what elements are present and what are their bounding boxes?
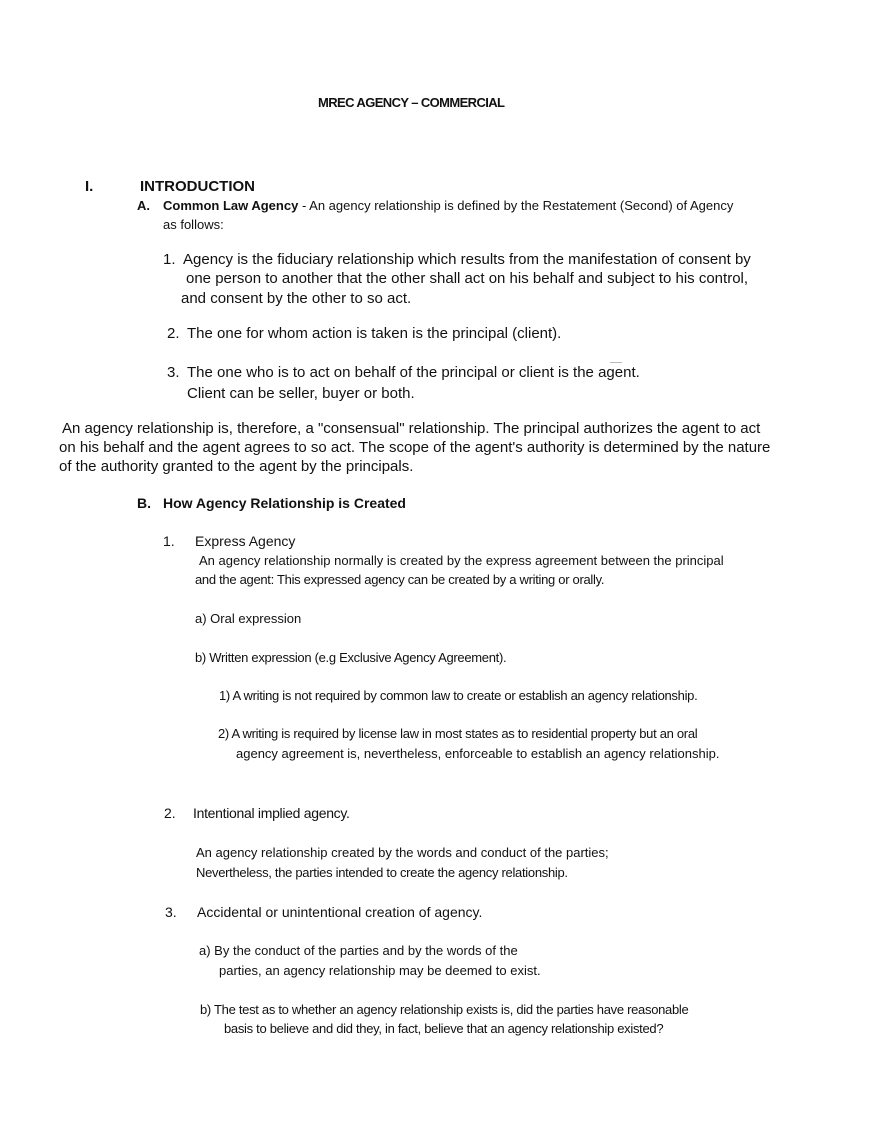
sub-item-text: agency agreement is, nevertheless, enforceable to establish an agency relationship. [236,746,720,761]
sub-item-text: 1) A writing is not required by common law to create or establish an agency relationship. [219,688,698,703]
list-item-text: Nevertheless, the parties intended to create the agency relationship. [196,865,568,880]
subsection-intro [163,198,733,214]
list-item-heading: Accidental or unintentional creation of agency. [197,904,483,920]
list-item-number: 2. [167,325,180,342]
list-item-heading: Intentional implied agency. [193,805,350,821]
list-item-text: The one who is to act on behalf of the principal or client is the agent. [187,364,640,381]
list-item-text: one person to another that the other shall act on his behalf and subject to his control, [186,270,749,287]
subsection-intro-text: - An agency relationship is defined by the Restatement (Second) of Agency [298,198,734,213]
sub-item-text: a) Oral expression [195,611,302,626]
list-item-number: 1. [163,251,176,268]
subsection-heading: How Agency Relationship is Created [163,495,406,511]
list-item-text: and the agent: This expressed agency can be created by a writing or orally. [195,572,605,587]
document-title: MREC AGENCY – COMMERCIAL [318,95,505,110]
sub-item-text: parties, an agency relationship may be deemed to exist. [219,963,541,978]
sub-item-text: b) The test as to whether an agency relationship exists is, did the parties have reasonable [200,1002,689,1017]
sub-item-text: b) Written expression (e.g Exclusive Agency Agreement). [195,650,507,665]
scan-artifact [610,362,622,363]
sub-item-text: basis to believe and did they, in fact, believe that an agency relationship existed? [224,1021,664,1036]
sub-item-text: a) By the conduct of the parties and by the words of the [199,943,518,958]
subsection-heading: Common Law Agency [163,198,299,213]
list-item-text: An agency relationship created by the words and conduct of the parties; [196,845,609,860]
list-item-number: 3. [165,904,177,920]
list-item-number: 3. [167,364,180,381]
list-item-heading: Express Agency [195,533,296,549]
list-item-number: 2. [164,805,176,821]
list-item-text: An agency relationship normally is created by the express agreement between the principal [199,553,724,568]
list-item-text: Agency is the fiduciary relationship which results from the manifestation of consent by [183,251,751,268]
subsection-letter: B. [137,495,151,511]
sub-item-text: 2) A writing is required by license law in most states as to residential property but an oral [218,726,698,741]
list-item-text: and consent by the other to so act. [181,290,412,307]
paragraph-line: on his behalf and the agent agrees to so act. The scope of the agent's authority is determined by the nature [59,439,771,456]
section-heading: INTRODUCTION [140,178,255,195]
list-item-text: Client can be seller, buyer or both. [187,385,415,402]
paragraph-line: An agency relationship is, therefore, a "consensual" relationship. The principal authorizes the agent to act [62,420,761,437]
subsection-letter: A. [137,198,150,213]
list-item-text: The one for whom action is taken is the principal (client). [187,325,562,342]
list-item-number: 1. [163,533,175,549]
section-numeral: I. [85,178,94,195]
paragraph-line: of the authority granted to the agent by the principals. [59,458,414,475]
subsection-intro-line2: as follows: [163,217,224,232]
